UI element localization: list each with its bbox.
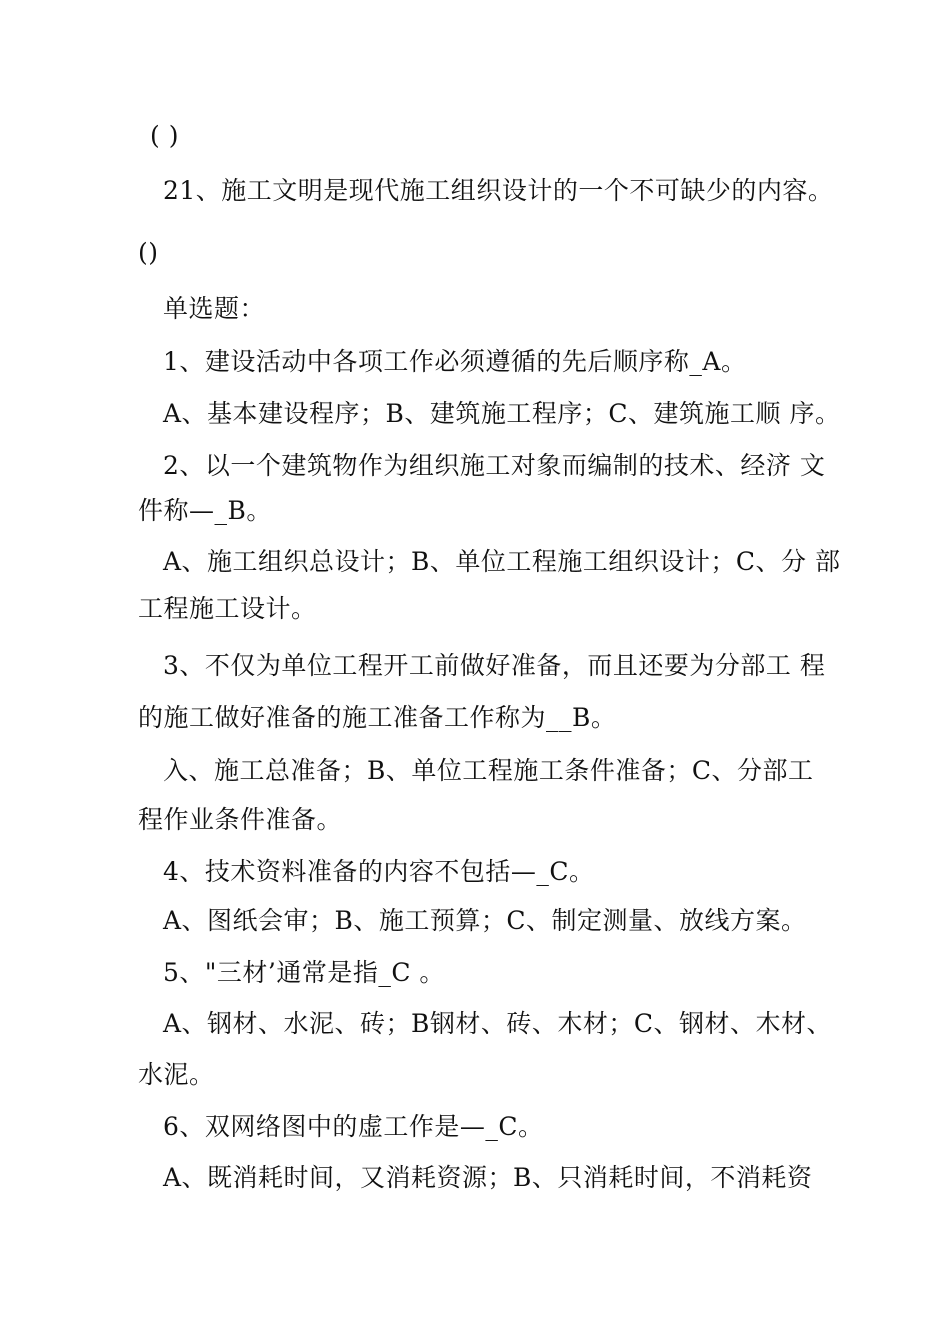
- question-2-line-2: 件称—_B。: [138, 496, 272, 525]
- question-5: 5、"三材’通常是指_C 。: [163, 958, 445, 987]
- question-3-line-2: 的施工做好准备的施工准备工作称为__B。: [138, 703, 617, 732]
- question-1-options: A、基本建设程序；B、建筑施工程序；C、建筑施工顺 序。: [163, 399, 841, 428]
- question-5-options-line-1: A、钢材、水泥、砖；B钢材、砖、木材；C、钢材、木材、: [163, 1009, 833, 1038]
- question-6: 6、双网络图中的虚工作是—_C。: [163, 1112, 544, 1141]
- blank-answer-parentheses-21: (): [138, 238, 159, 267]
- question-5-options-line-2: 水泥。: [138, 1060, 215, 1089]
- question-4: 4、技术资料准备的内容不包括—_C。: [163, 857, 595, 886]
- section-heading-single-choice: 单选题：: [163, 294, 266, 323]
- question-21: 21、施工文明是现代施工组织设计的一个不可缺少的内容。: [163, 176, 834, 205]
- blank-answer-parentheses: ( ): [150, 121, 179, 150]
- question-1: 1、建设活动中各项工作必须遵循的先后顺序称_A。: [163, 347, 747, 376]
- question-6-options-line-1: A、既消耗时间，又消耗资源；B、只消耗时间，不消耗资: [163, 1163, 813, 1192]
- question-3-options-line-1: 入、施工总准备；B、单位工程施工条件准备；C、分部工: [163, 756, 814, 785]
- question-2-line-1: 2、以一个建筑物作为组织施工对象而编制的技术、经济 文: [163, 451, 826, 480]
- question-4-options: A、图纸会审；B、施工预算；C、制定测量、放线方案。: [163, 906, 807, 935]
- question-2-options-line-2: 工程施工设计。: [138, 594, 317, 623]
- question-3-options-line-2: 程作业条件准备。: [138, 805, 343, 834]
- question-3-line-1: 3、不仅为单位工程开工前做好准备，而且还要为分部工 程: [163, 651, 826, 680]
- question-2-options-line-1: A、施工组织总设计；B、单位工程施工组织设计；C、分 部: [163, 547, 841, 576]
